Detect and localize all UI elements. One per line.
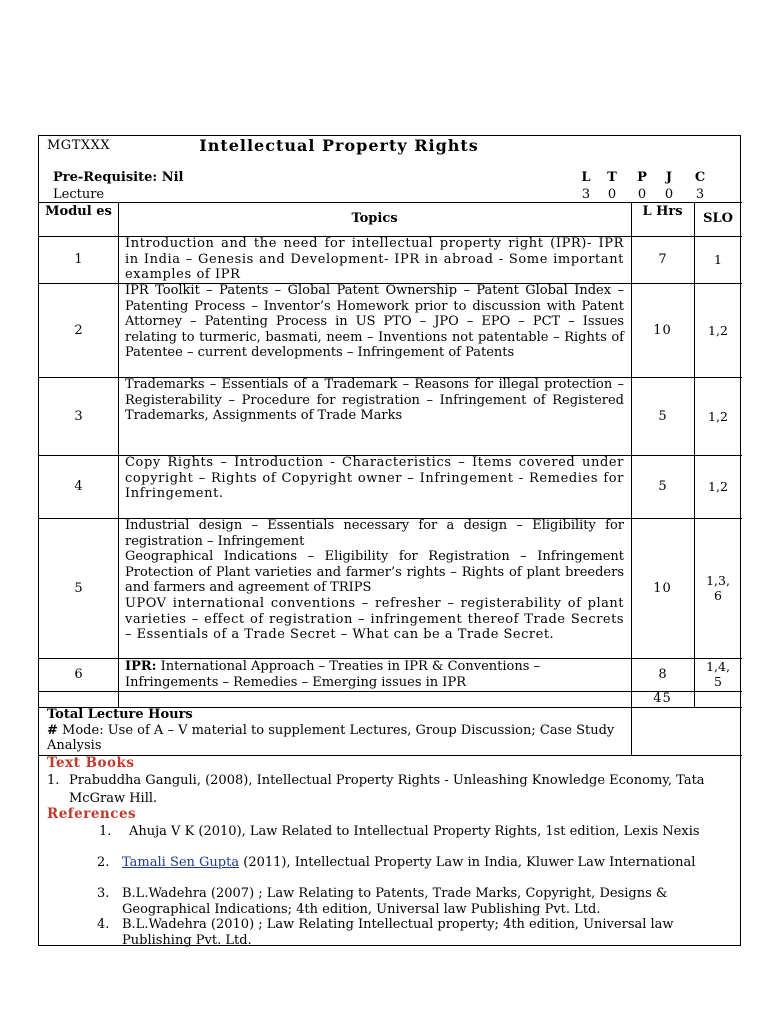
ltpjc-header-p: P [637,170,647,185]
course-title: Intellectual Property Rights [199,136,479,155]
module-number: 3 [74,409,83,424]
references-heading: References [47,806,137,822]
ltpjc-header-l: L [581,170,591,185]
ltpjc-header-j: J [665,170,673,185]
module-number: 6 [74,667,83,682]
reference-item: 1. Ahuja V K (2010), Law Related to Intellectual Property Rights, 1st edition, Lexis Nexis [99,824,700,839]
topic-cell: IPR: International Approach – Treaties in IPR & Conventions – Infringements – Remedies – Emerging issues in IPR [125,659,541,690]
hrs-cell: 5 [658,479,667,494]
slo-cell: 1,4, 5 [706,659,730,689]
total-lecture-hours-label: Total Lecture Hours [47,707,193,722]
module-number: 2 [74,323,83,338]
module-number: 5 [74,581,83,596]
syllabus-document [38,135,741,946]
total-mode-block [47,707,627,754]
text-books-heading: Text Books [47,755,135,771]
ipr-label: IPR: [125,659,157,674]
hrs-cell: 5 [658,409,667,424]
ltpjc-value-l: 3 [581,187,591,202]
topic-cell: Copy Rights – Introduction - Characteristics – Items covered under copyright – Rights of Copyright owner – Infringement - Remedies for Infringement. [125,455,624,502]
mode-text: # Mode: Use of A – V material to supplement Lectures, Group Discussion; Case Study Analysis [47,722,615,753]
topic-cell: Industrial design – Essentials necessary for a design – Eligibility for registration – Infringement Geographical Indications – Eligibility for Registration – Infringement Protection of Plant varieties and farmer’s rights – Rights of plant breeders and farmers and agreement of TRIPS UPOV international conventions – refresher – registerability of plant varieties – effect of registration – infringement thereof Trade Secrets – Essentials of a Trade Secret – What can be a Trade Secret. [125,518,624,643]
ltpjc-header-t: T [607,170,617,185]
module-number: 4 [74,479,83,494]
modules-header: Modul es [45,204,112,219]
text-book-item: 1. Prabuddha Ganguli, (2008), Intellectual Property Rights - Unleashing Knowledge Economy, Tata McGraw Hill. [47,773,705,806]
ltpjc-value-c: 3 [695,187,705,202]
topic-cell: Trademarks – Essentials of a Trademark – Reasons for illegal protection – Registerability – Procedure for registration – Infringement of Registered Trademarks, Assignments of Trade Marks [125,377,624,424]
reference-item: 2. Tamali Sen Gupta (2011), Intellectual Property Law in India, Kluwer Law International [97,855,696,870]
ltpjc-value-t: 0 [607,187,617,202]
slo-cell: 1,2 [708,409,728,424]
author-link[interactable]: Tamali Sen Gupta [122,855,240,870]
topic-cell: IPR Toolkit – Patents – Global Patent Ownership – Patent Global Index – Patenting Process – Inventor’s Homework prior to discussion with Patent Attorney – Patenting Process in US PTO – JPO – EPO – PCT – Issues relating to turmeric, basmati, neem – Inventions not patentable – Rights of Patentee – current developments – Infringement of Patents [125,283,624,361]
topic-cell: Introduction and the need for intellectual property right (IPR)- IPR in India – Genesis and Development- IPR in abroad - Some important examples of IPR [125,236,624,283]
module-number: 1 [74,252,83,267]
course-code: MGTXXX [47,138,111,153]
hrs-cell: 7 [658,252,667,267]
slo-header: SLO [703,211,733,226]
lecture-label: Lecture [53,187,105,202]
ltpjc-header-c: C [694,170,706,185]
slo-cell: 1,2 [708,479,728,494]
ltpjc-value-p: 0 [637,187,647,202]
prerequisite: Pre-Requisite: Nil [53,170,184,185]
topics-header: Topics [351,211,398,226]
reference-item: 3. B.L.Wadehra (2007) ; Law Relating to Patents, Trade Marks, Copyright, Designs & Geographical Indications; 4th edition, Universal law Publishing Pvt. Ltd. [97,886,668,917]
slo-cell: 1,3, 6 [706,573,730,603]
reference-item: 4. B.L.Wadehra (2010) ; Law Relating Intellectual property; 4th edition, Universal law Publishing Pvt. Ltd. [97,917,674,948]
hrs-cell: 10 [653,323,672,338]
ltpjc-value-j: 0 [664,187,674,202]
hrs-cell: 10 [653,581,672,596]
slo-cell: 1 [714,252,722,267]
slo-cell: 1,2 [708,323,728,338]
hrs-header: L Hrs [642,204,683,219]
hrs-cell: 8 [658,667,667,682]
total-hrs: 45 [653,691,672,706]
